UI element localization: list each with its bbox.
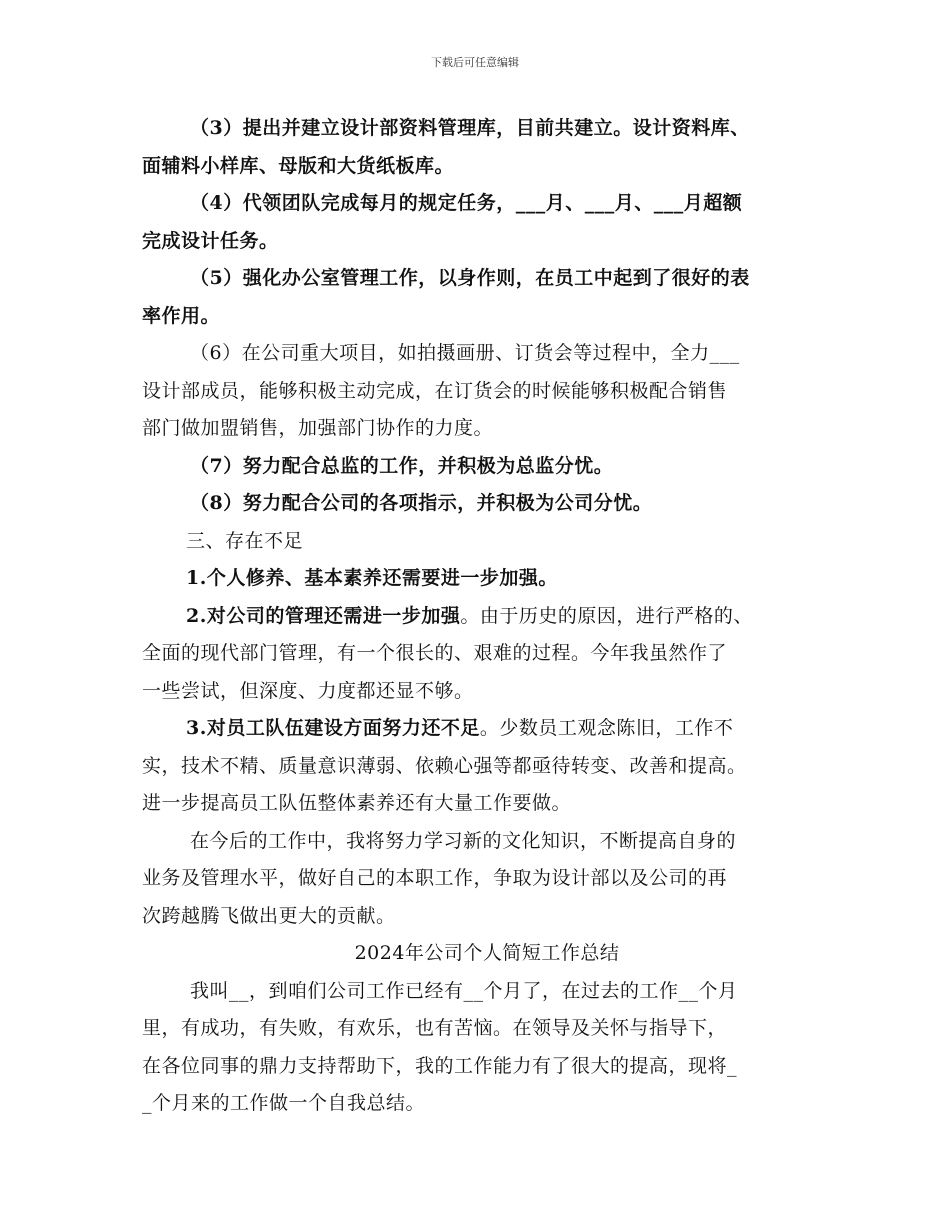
shortcoming-2-line-3: 一些尝试，但深度、力度都还显不够。 xyxy=(142,679,474,702)
document-body xyxy=(142,110,822,1123)
shortcoming-3-line-3: 进一步提高员工队伍整体素养还有大量工作要做。 xyxy=(142,792,572,814)
closing-line-3: 次跨越腾飞做出更大的贡献。 xyxy=(142,904,396,927)
closing-line-1: 在今后的工作中，我将努力学习新的文化知识，不断提高自身的 xyxy=(190,829,737,852)
item-6-line-3: 部门做加盟销售，加强部门协作的力度。 xyxy=(142,417,494,439)
item-4-line-2: 完成设计任务。 xyxy=(142,229,279,252)
item-6-line-2: 设计部成员，能够积极主动完成，在订货会的时候能够积极配合销售 xyxy=(142,379,728,402)
intro-line-3: 在各位同事的鼎力支持帮助下，我的工作能力有了很大的提高，现将_ xyxy=(142,1054,738,1077)
closing-line-2: 业务及管理水平，做好自己的本职工作，争取为设计部以及公司的再 xyxy=(142,867,728,889)
intro-line-1: 我叫__，到咱们公司工作已经有__个月了，在过去的工作__个月 xyxy=(190,979,738,1002)
shortcoming-3-heading: 3.对员工队伍建设方面努力还不足 xyxy=(186,717,480,739)
shortcoming-1: 1.个人修养、基本素养还需要进一步加强。 xyxy=(186,567,558,589)
shortcoming-3-line-1 xyxy=(142,710,822,748)
article-title: 2024年公司个人简短工作总结 xyxy=(354,942,620,964)
item-4-line-1: （4）代领团队完成每月的规定任务，___月、___月、___月超额 xyxy=(190,192,743,214)
shortcoming-2-line-1 xyxy=(142,598,822,636)
shortcoming-2-line-2: 全面的现代部门管理，有一个很长的、艰难的过程。今年我虽然作了 xyxy=(142,642,728,664)
item-5-line-1: （5）强化办公室管理工作，以身作则，在员工中起到了很好的表 xyxy=(190,267,750,289)
intro-line-4: _个月来的工作做一个自我总结。 xyxy=(142,1092,426,1114)
intro-line-2: 里，有成功，有失败，有欢乐，也有苦恼。在领导及关怀与指导下， xyxy=(142,1017,728,1039)
shortcoming-2-heading: 2.对公司的管理还需进一步加强 xyxy=(186,604,461,627)
item-7-line: （7）努力配合总监的工作，并积极为总监分忧。 xyxy=(190,454,614,477)
item-3-line-1: （3）提出并建立设计部资料管理库，目前共建立。设计资料库、 xyxy=(190,117,750,139)
shortcoming-3-text: 。少数员工观念陈旧，工作不 xyxy=(479,717,734,739)
item-6-line-1: （6）在公司重大项目，如拍摄画册、订货会等过程中，全力___ xyxy=(190,342,740,364)
page-header: 下载后可任意编辑 xyxy=(431,56,519,69)
item-5-line-2: 率作用。 xyxy=(142,304,221,327)
shortcoming-3-line-2: 实，技术不精、质量意识薄弱、依赖心强等都亟待转变、改善和提高。 xyxy=(142,754,747,777)
section-heading: 三、存在不足 xyxy=(186,529,304,552)
item-3-line-2: 面辅料小样库、母版和大货纸板库。 xyxy=(142,154,455,177)
item-8-line: （8）努力配合公司的各项指示，并积极为公司分忧。 xyxy=(190,492,653,514)
shortcoming-2-text: 。由于历史的原因，进行严格的、 xyxy=(460,604,753,627)
